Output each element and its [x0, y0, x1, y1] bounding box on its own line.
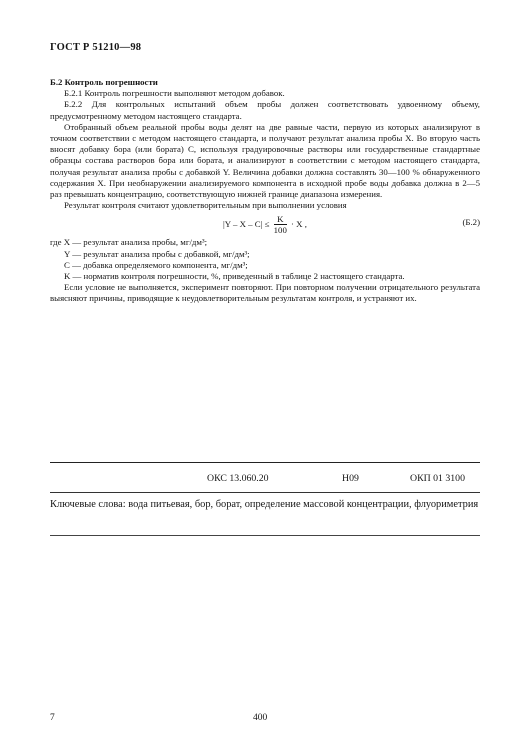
page-number-left: 7	[50, 713, 55, 723]
formula-denominator: 100	[273, 225, 287, 236]
paragraph-b22: Б.2.2 Для контрольных испытаний объем пробы должен соответствовать удвоенному объему, предусмотренному методом настоящего стандарта.	[50, 99, 480, 121]
keywords: Ключевые слова: вода питьевая, бор, борат, определение массовой концентрации, флуориметрия	[50, 499, 479, 510]
formula-right: · X ,	[291, 219, 307, 230]
definition-y: Y — результат анализа пробы с добавкой, мг/дм³;	[64, 248, 250, 259]
formula-left: |Y – X – C| ≤	[223, 219, 270, 230]
page-number-center: 400	[253, 713, 268, 723]
paragraph-method: Отобранный объем реальной пробы воды делят на две равные части, первую из которых анализируют в точном соответствии с методом настоящего стандарта, и получают результат анализа пробы X. Во вторую часть вносят добавку бора (или бората) C, используя градуировочные растворы или государственные стандартные образцы состава растворов бора или бората, и анализируют в соответствии с методом настоящего стандарта, получая результат анализа пробы с добавкой Y. Величина добавки должна составлять 30—100 % обнаруженного содержания X. При необнаружении анализируемого компонента в исходной пробе воды добавка должна в 2—5 раз превышать концентрацию, соответствующую нижней границе диапазона измерения.	[50, 121, 480, 200]
definition-k: K — норматив контроля погрешности, %, приведенный в таблице 2 настоящего стандарта.	[64, 271, 405, 282]
formula-b2	[50, 212, 480, 236]
document-header: ГОСТ Р 51210—98	[50, 42, 142, 53]
formula-expression	[50, 214, 480, 235]
okp-code: ОКП 01 3100	[410, 473, 465, 484]
group-code: Н09	[342, 473, 359, 484]
formula-number: (Б.2)	[462, 217, 480, 228]
section-b2	[50, 77, 480, 305]
paragraph-repeat: Если условие не выполняется, эксперимент повторяют. При повторном получении отрицательного результата выясняют причины, приводящие к неудовлетворительным результатам контроля, и устраняют их.	[50, 282, 480, 304]
divider-bottom	[50, 535, 480, 536]
divider-middle	[50, 492, 480, 493]
definition-x: где X — результат анализа пробы, мг/дм³;	[50, 237, 208, 248]
definition-c: C — добавка определяемого компонента, мг/дм³;	[64, 259, 248, 270]
paragraph-condition: Результат контроля считают удовлетворительным при выполнении условия	[64, 200, 347, 211]
variable-definitions	[50, 237, 480, 282]
formula-numerator: K	[274, 214, 287, 225]
formula-fraction	[274, 214, 287, 235]
oks-code: ОКС 13.060.20	[207, 473, 269, 484]
section-title: Б.2 Контроль погрешности	[50, 77, 158, 87]
paragraph-b21: Б.2.1 Контроль погрешности выполняют методом добавок.	[64, 88, 285, 99]
divider-top	[50, 462, 480, 463]
